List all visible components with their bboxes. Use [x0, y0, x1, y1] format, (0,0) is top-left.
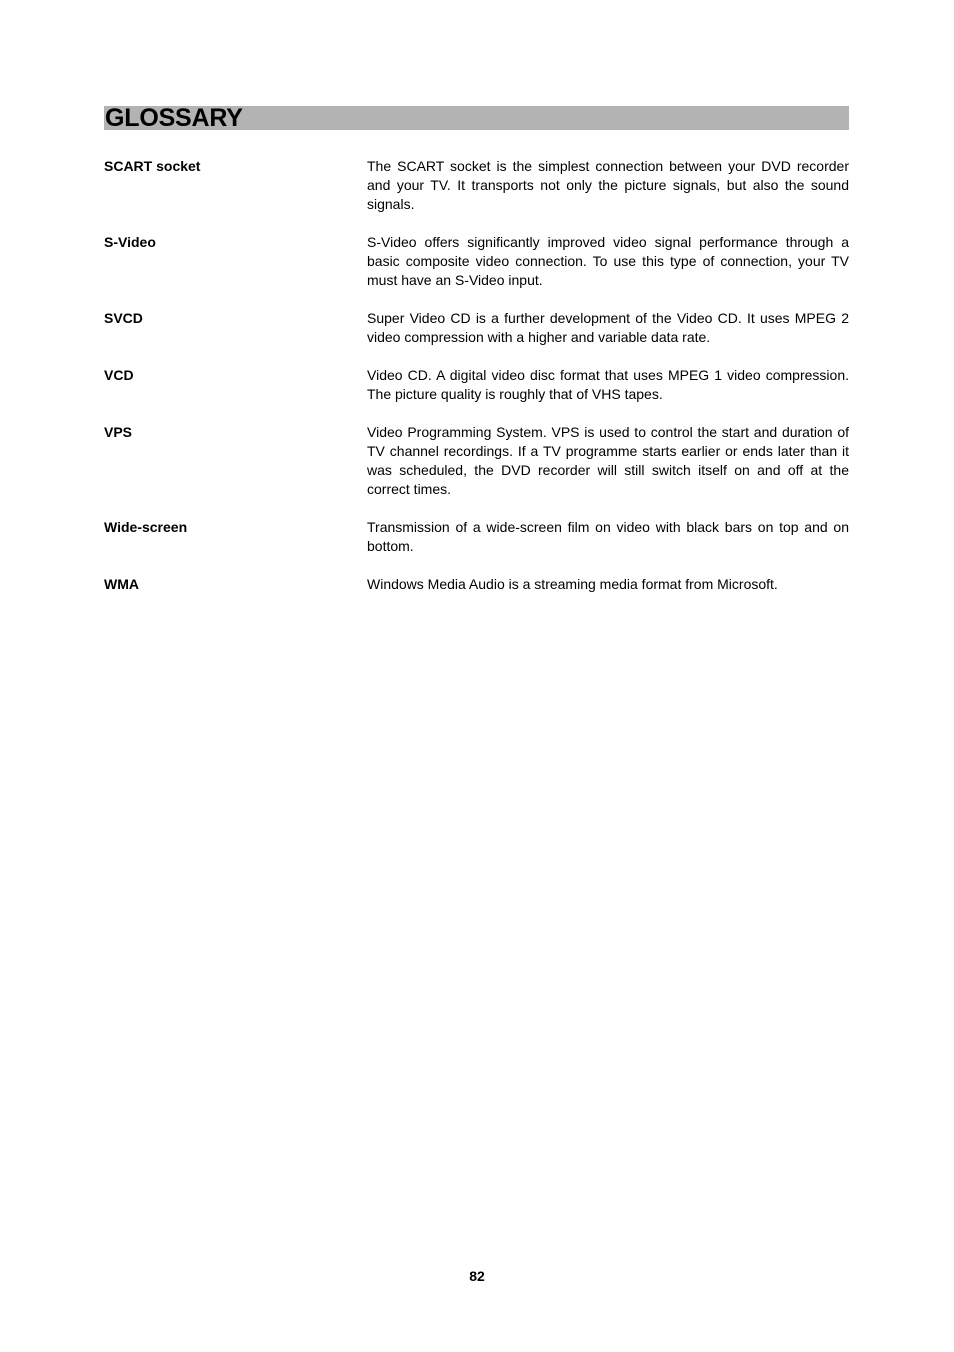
glossary-entry-wma: [104, 575, 849, 594]
glossary-definition: The SCART socket is the simplest connection between your DVD recorder and your TV. It transports not only the picture signals, but also the sound signals.: [367, 158, 849, 212]
glossary-title-bar: [104, 106, 849, 130]
page-number: 82: [469, 1268, 485, 1284]
glossary-definition: Video Programming System. VPS is used to control the start and duration of TV channel recordings. If a TV programme starts earlier or ends later than it was scheduled, the DVD recorder will still switch itself on and off at the correct times.: [367, 424, 849, 497]
glossary-term: SVCD: [104, 310, 143, 326]
glossary-entry-svcd: [104, 309, 849, 347]
glossary-definition: Transmission of a wide-screen film on video with black bars on top and on bottom.: [367, 519, 849, 554]
glossary-term: Wide-screen: [104, 519, 188, 535]
glossary-entry-wide-screen: [104, 518, 849, 556]
glossary-entry-vps: [104, 423, 849, 499]
glossary-term: VPS: [104, 424, 133, 440]
glossary-definition: S-Video offers significantly improved video signal performance through a basic composite video connection. To use this type of connection, your TV must have an S-Video input.: [367, 234, 849, 288]
glossary-definition: Video CD. A digital video disc format that uses MPEG 1 video compression. The picture quality is roughly that of VHS tapes.: [367, 367, 849, 402]
glossary-term: SCART socket: [104, 158, 201, 174]
glossary-list: [104, 157, 849, 613]
glossary-term: S-Video: [104, 234, 156, 250]
glossary-entry-scart-socket: [104, 157, 849, 214]
glossary-definition: Windows Media Audio is a streaming media format from Microsoft.: [367, 576, 778, 592]
page-title: GLOSSARY: [105, 104, 243, 132]
glossary-entry-vcd: [104, 366, 849, 404]
glossary-term: VCD: [104, 367, 134, 383]
glossary-term: WMA: [104, 576, 139, 592]
glossary-entry-s-video: [104, 233, 849, 290]
glossary-definition: Super Video CD is a further development of the Video CD. It uses MPEG 2 video compression with a higher and variable data rate.: [367, 310, 849, 345]
